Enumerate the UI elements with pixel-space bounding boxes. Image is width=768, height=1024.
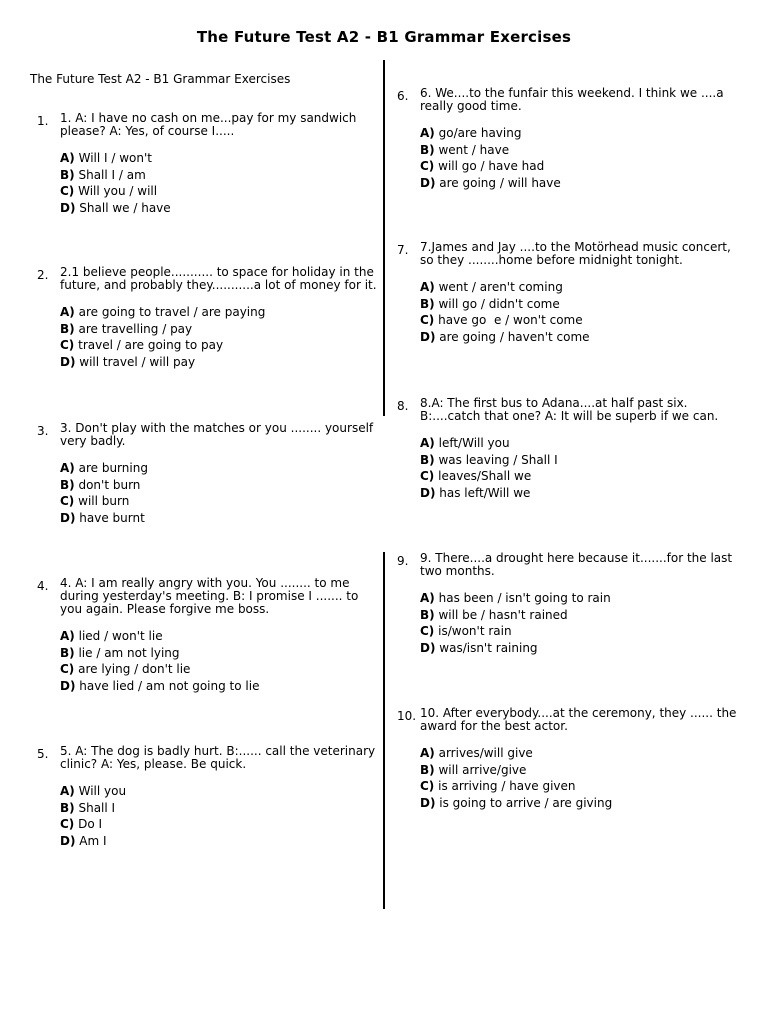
column-divider-top (383, 60, 385, 416)
option-key: B) (60, 321, 75, 336)
option-key: B) (60, 477, 75, 492)
option-c[interactable] (420, 158, 737, 175)
option-text: will go / have had (438, 159, 545, 173)
option-text: Will you / will (78, 184, 158, 198)
option-key: D) (60, 833, 76, 848)
option-text: have burnt (79, 510, 145, 525)
option-text: don't burn (78, 477, 141, 492)
option-text: Shall we / have (79, 200, 171, 215)
question-7 (397, 241, 737, 345)
option-text: is/won't rain (438, 624, 512, 638)
question-8 (397, 397, 737, 501)
option-text: will burn (78, 494, 130, 508)
option-d[interactable] (60, 200, 382, 217)
option-a[interactable] (420, 745, 737, 762)
question-number: 10. (397, 709, 417, 723)
question-number: 4. (37, 579, 49, 593)
option-key: C) (60, 494, 75, 508)
option-text: leaves/Shall we (438, 469, 532, 483)
question-number: 1. (37, 114, 49, 128)
option-key: B) (60, 800, 75, 815)
question-text: 5. A: The dog is badly hurt. B:...... call the veterinary clinic? A: Yes, please. Be quick. (60, 744, 376, 771)
option-key: C) (60, 338, 75, 352)
options-list (420, 590, 737, 656)
option-key: C) (420, 469, 435, 483)
option-c[interactable] (420, 778, 737, 795)
question-number: 2. (37, 268, 49, 282)
option-text: are travelling / pay (78, 321, 193, 336)
option-text: Will you (78, 784, 127, 798)
option-key: A) (60, 151, 75, 165)
option-b[interactable] (420, 452, 737, 469)
question-4 (37, 577, 382, 694)
option-b[interactable] (420, 296, 737, 313)
option-c[interactable] (60, 183, 382, 200)
option-b[interactable] (420, 607, 737, 624)
option-text: will arrive/give (438, 762, 527, 777)
option-a[interactable] (420, 435, 737, 452)
option-key: B) (60, 167, 75, 182)
question-text: 1. A: I have no cash on me...pay for my sandwich please? A: Yes, of course I..... (60, 111, 357, 138)
option-key: B) (420, 762, 435, 777)
option-text: will go / didn't come (438, 296, 560, 311)
option-c[interactable] (420, 623, 737, 640)
option-text: Shall I / am (78, 167, 146, 182)
question-text: 6. We....to the funfair this weekend. I think we ....a really good time. (420, 86, 724, 113)
question-text: 8.A: The first bus to Adana....at half past six. B:....catch that one? A: It will be superb if we can. (420, 396, 719, 423)
option-text: travel / are going to pay (78, 338, 224, 352)
question-3 (37, 422, 382, 526)
option-key: A) (60, 629, 75, 643)
question-text: 10. After everybody....at the ceremony, they ...... the award for the best actor. (420, 706, 737, 733)
option-key: A) (60, 305, 75, 319)
option-a[interactable] (60, 783, 382, 800)
option-text: is going to arrive / are giving (439, 795, 613, 810)
option-key: A) (420, 591, 435, 605)
option-text: Will I / won't (78, 151, 153, 165)
option-key: D) (60, 510, 76, 525)
options-list (420, 745, 737, 811)
question-9 (397, 552, 737, 656)
option-key: A) (420, 436, 435, 450)
option-a[interactable] (420, 125, 737, 142)
option-text: Do I (78, 817, 103, 831)
option-c[interactable] (60, 816, 382, 833)
option-text: are going to travel / are paying (78, 305, 266, 319)
option-b[interactable] (60, 167, 382, 184)
option-c[interactable] (60, 337, 382, 354)
option-text: was/isn't raining (439, 640, 538, 655)
option-key: C) (420, 779, 435, 793)
question-number: 6. (397, 89, 409, 103)
option-key: D) (420, 640, 436, 655)
option-a[interactable] (60, 628, 382, 645)
options-list (60, 628, 382, 694)
options-list (60, 460, 382, 526)
question-number: 9. (397, 554, 409, 568)
column-divider-bottom (383, 552, 385, 909)
option-text: are burning (78, 461, 148, 475)
question-5 (37, 745, 382, 849)
option-b[interactable] (420, 142, 737, 159)
question-number: 5. (37, 747, 49, 761)
option-text: was leaving / Shall I (438, 452, 558, 467)
option-text: will travel / will pay (79, 354, 196, 369)
options-list (60, 304, 382, 370)
option-key: A) (420, 126, 435, 140)
option-key: D) (60, 200, 76, 215)
option-key: C) (60, 662, 75, 676)
question-text: 4. A: I am really angry with you. You ........ to me during yesterday's meeting. B: I promise I ....... to you again. Please forgive me boss. (60, 576, 359, 616)
option-text: go/are having (438, 126, 522, 140)
option-b[interactable] (420, 762, 737, 779)
option-key: D) (420, 795, 436, 810)
option-text: Am I (79, 833, 107, 848)
option-text: will be / hasn't rained (438, 607, 568, 622)
option-text: went / aren't coming (438, 280, 563, 294)
option-text: lied / won't lie (78, 629, 163, 643)
option-key: C) (60, 184, 75, 198)
question-number: 3. (37, 424, 49, 438)
option-key: A) (60, 784, 75, 798)
question-6 (397, 87, 737, 191)
question-10 (397, 707, 737, 811)
document-subtitle: The Future Test A2 - B1 Grammar Exercises (30, 72, 291, 86)
option-key: D) (60, 354, 76, 369)
page-title: The Future Test A2 - B1 Grammar Exercises (196, 28, 572, 46)
option-key: A) (420, 746, 435, 760)
options-list (60, 150, 382, 216)
option-a[interactable] (420, 279, 737, 296)
option-key: D) (420, 329, 436, 344)
option-d[interactable] (420, 175, 737, 192)
option-a[interactable] (420, 590, 737, 607)
option-d[interactable] (60, 510, 382, 527)
option-d[interactable] (60, 833, 382, 850)
question-text: 9. There....a drought here because it.......for the last two months. (420, 551, 733, 578)
option-key: D) (420, 175, 436, 190)
option-b[interactable] (60, 321, 382, 338)
option-b[interactable] (60, 477, 382, 494)
question-text: 3. Don't play with the matches or you ........ yourself very badly. (60, 421, 374, 448)
option-a[interactable] (60, 150, 382, 167)
question-number: 8. (397, 399, 409, 413)
option-b[interactable] (60, 800, 382, 817)
option-text: are going / will have (439, 175, 561, 190)
option-text: have go e / won't come (438, 313, 583, 327)
option-key: C) (60, 817, 75, 831)
option-text: arrives/will give (438, 746, 533, 760)
options-list (420, 279, 737, 345)
option-text: has been / isn't going to rain (438, 591, 611, 605)
option-key: D) (420, 485, 436, 500)
option-text: are lying / don't lie (78, 662, 191, 676)
question-text: 2.1 believe people........... to space for holiday in the future, and probably they...........a lot of money for it. (60, 265, 377, 292)
option-text: are going / haven't come (439, 329, 590, 344)
option-key: C) (420, 159, 435, 173)
option-key: B) (420, 142, 435, 157)
option-text: is arriving / have given (438, 779, 576, 793)
option-key: B) (60, 645, 75, 660)
option-d[interactable] (420, 640, 737, 657)
option-d[interactable] (420, 485, 737, 502)
question-2 (37, 266, 382, 370)
option-key: A) (420, 280, 435, 294)
option-d[interactable] (420, 795, 737, 812)
option-text: has left/Will we (439, 485, 531, 500)
option-key: B) (420, 452, 435, 467)
question-number: 7. (397, 243, 409, 257)
option-key: C) (420, 313, 435, 327)
question-text: 7.James and Jay ....to the Motörhead music concert, so they ........home before midnight tonight. (420, 240, 731, 267)
question-1 (37, 112, 382, 216)
options-list (60, 783, 382, 849)
option-d[interactable] (60, 678, 382, 695)
option-a[interactable] (60, 304, 382, 321)
option-c[interactable] (420, 312, 737, 329)
option-text: went / have (438, 142, 510, 157)
options-list (420, 435, 737, 501)
option-c[interactable] (60, 661, 382, 678)
option-key: B) (420, 296, 435, 311)
option-text: lie / am not lying (78, 645, 180, 660)
option-d[interactable] (60, 354, 382, 371)
option-c[interactable] (420, 468, 737, 485)
option-key: A) (60, 461, 75, 475)
options-list (420, 125, 737, 191)
option-text: left/Will you (438, 436, 510, 450)
option-text: have lied / am not going to lie (79, 678, 260, 693)
option-key: C) (420, 624, 435, 638)
option-key: B) (420, 607, 435, 622)
option-c[interactable] (60, 493, 382, 510)
option-a[interactable] (60, 460, 382, 477)
option-d[interactable] (420, 329, 737, 346)
option-text: Shall I (78, 800, 116, 815)
option-key: D) (60, 678, 76, 693)
option-b[interactable] (60, 645, 382, 662)
